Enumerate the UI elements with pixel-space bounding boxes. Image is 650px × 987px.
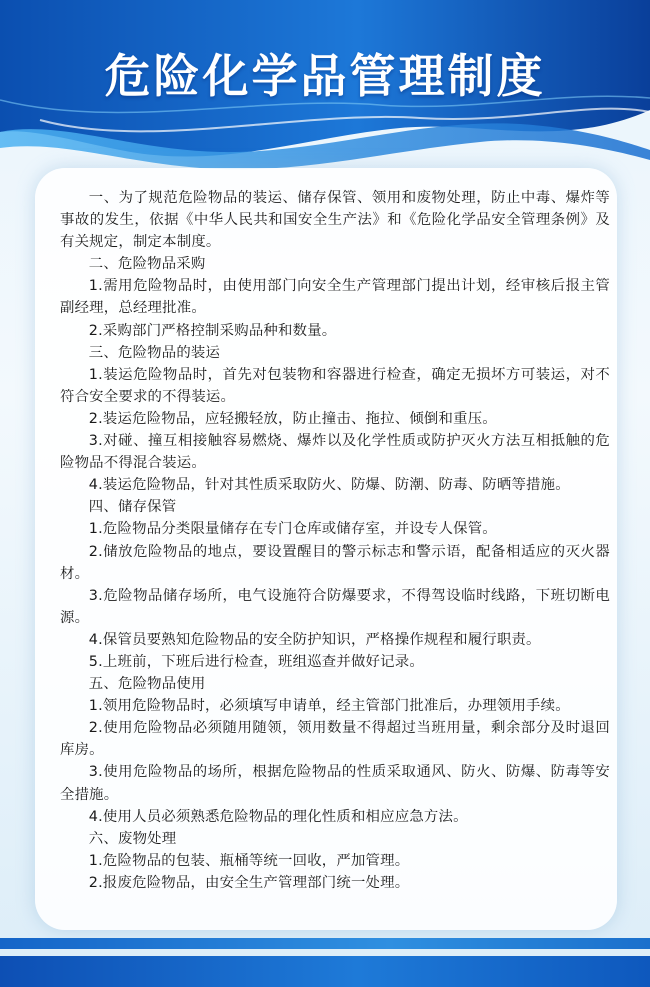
clause: 4.保管员要熟知危险物品的安全防护知识，严格操作规程和履行职责。 (88, 631, 541, 648)
clause: 1.危险物品的包装、瓶桶等统一回收，严加管理。 (88, 852, 410, 869)
page-title: 危险化学品管理制度 (104, 49, 546, 103)
clause: 1.危险物品分类限量储存在专门仓库或储存室，并设专人保管。 (88, 521, 497, 538)
regulation-body (60, 187, 610, 894)
section-heading: 四、储存保管 (88, 499, 177, 516)
clause: 4.装运危险物品，针对其性质采取防火、防爆、防潮、防毒、防晒等措施。 (88, 477, 570, 494)
clause: 3.对碰、撞互相接触容易燃烧、爆炸以及化学性质或防护灭火方法互相抵触的危险物品不得混合装运。 (60, 433, 610, 472)
section-heading: 三、危险物品的装运 (88, 344, 221, 361)
clause: 1.需用危险物品时，由使用部门向安全生产管理部门提出计划，经审核后报主管副经理，总经理批准。 (60, 278, 610, 317)
clause: 1.装运危险物品时，首先对包装物和容器进行检查，确定无损坏方可装运，对不符合安全要求的不得装运。 (60, 366, 610, 405)
footer-stripe (0, 938, 650, 949)
clause: 5.上班前，下班后进行检查，班组巡查并做好记录。 (88, 653, 424, 670)
clause: 4.使用人员必须熟悉危险物品的理化性质和相应应急方法。 (88, 808, 468, 825)
footer-bar (0, 956, 650, 987)
clause: 2.使用危险物品必须随用随领，领用数量不得超过当班用量，剩余部分及时退回库房。 (60, 720, 610, 759)
section-heading: 二、危险物品采购 (88, 256, 206, 273)
intro-paragraph: 一、为了规范危险物品的装运、储存保管、领用和废物处理，防止中毒、爆炸等事故的发生，依据《中华人民共和国安全生产法》和《危险化学品安全管理条例》及有关规定，制定本制度。 (60, 190, 610, 251)
header-banner (0, 0, 650, 180)
clause: 1.领用危险物品时，必须填写申请单，经主管部门批准后，办理领用手续。 (88, 698, 570, 715)
clause: 2.储放危险物品的地点，要设置醒目的警示标志和警示语，配备相适应的灭火器材。 (60, 543, 610, 582)
clause: 2.装运危险物品，应轻搬轻放，防止撞击、拖拉、倾倒和重压。 (88, 410, 497, 427)
clause: 2.采购部门严格控制采购品种和数量。 (88, 322, 337, 339)
clause: 3.使用危险物品的场所，根据危险物品的性质采取通风、防火、防爆、防毒等安全措施。 (60, 764, 610, 803)
section-heading: 五、危险物品使用 (88, 676, 206, 693)
section-heading: 六、废物处理 (88, 830, 177, 847)
clause: 3.危险物品储存场所，电气设施符合防爆要求，不得驾设临时线路，下班切断电源。 (60, 587, 610, 626)
clause: 2.报废危险物品，由安全生产管理部门统一处理。 (88, 874, 410, 891)
